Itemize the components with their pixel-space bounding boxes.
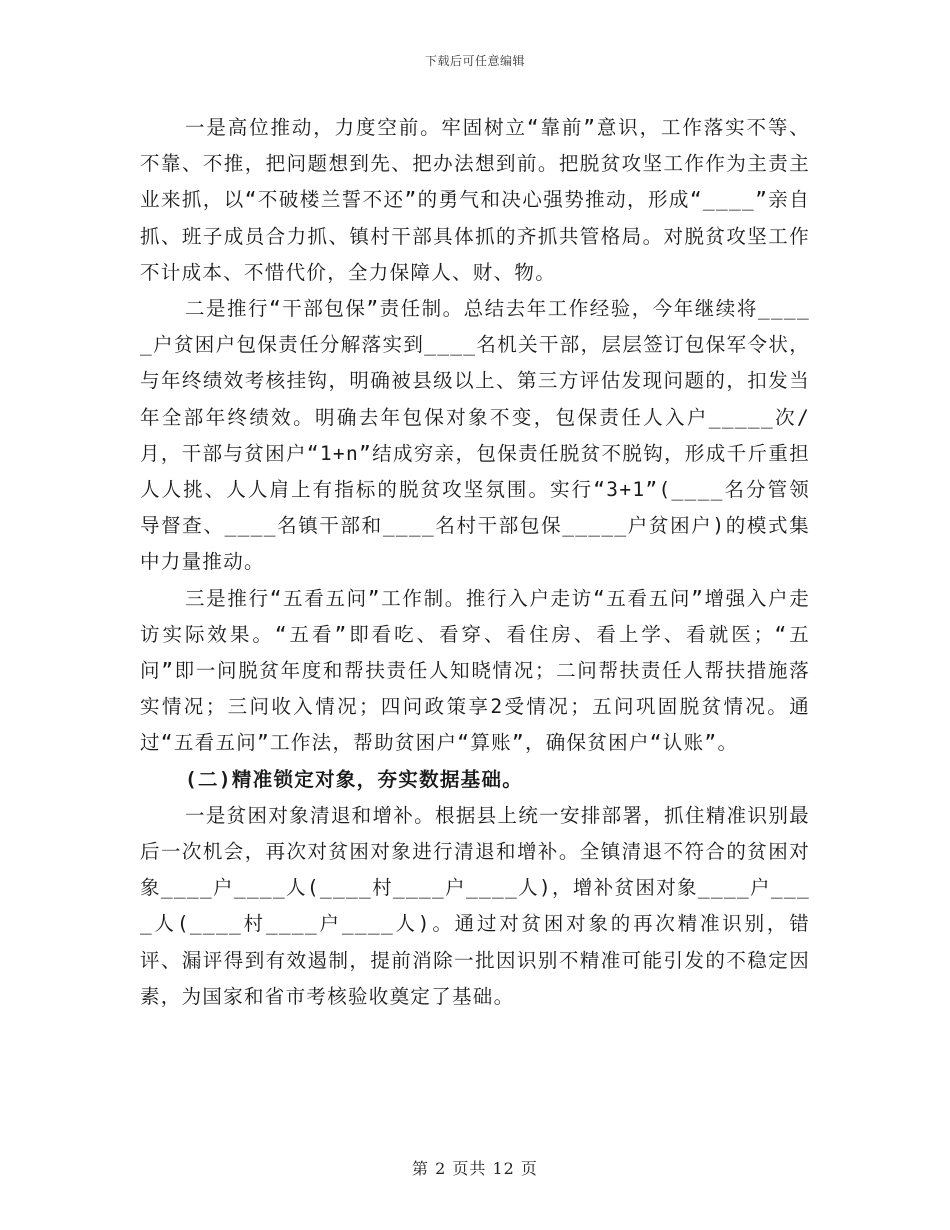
page-header: 下载后可任意编辑	[424, 54, 525, 68]
paragraph-target-adjustment: 一是贫困对象清退和增补。根据县上统一安排部署，抓住精准识别最后一次机会，再次对贫困对象进行清退和增补。全镇清退不符合的贫困对象____户____人(____村____户____人)，增补贫困对象____户____人(____村____户____人)。通过对贫困对象的再次精准识别，错评、漏评得到有效遏制，提前消除一批因识别不精准可能引发的不稳定因素，为国家和省市考核验收奠定了基础。	[140, 803, 811, 1008]
section-heading-precise-targeting: (二)精准锁定对象，夯实数据基础。	[185, 767, 524, 791]
paragraph-five-looks-five-asks: 三是推行“五看五问”工作制。推行入户走访“五看五问”增强入户走访实际效果。“五看”即看吃、看穿、看住房、看上学、看就医；“五问”即一问脱贫年度和帮扶责任人知晓情况；二问帮扶责任人帮扶措施落实情况；三问收入情况；四问政策享2受情况；五问巩固脱贫情况。通过“五看五问”工作法，帮助贫困户“算账”，确保贫困户“认账”。	[140, 586, 810, 755]
paragraph-cadre-responsibility: 二是推行“干部包保”责任制。总结去年工作经验，今年继续将_____户贫困户包保责任分解落实到____名机关干部，层层签订包保军令状，与年终绩效考核挂钩，明确被县级以上、第三方评估发现问题的，扣发当年全部年终绩效。明确去年包保对象不变，包保责任人入户_____次/月，干部与贫困户“1+n”结成穷亲，包保责任脱贫不脱钩，形成千斤重担人人挑、人人肩上有指标的脱贫攻坚氛围。实行“3+1”(____名分管领导督查、____名镇干部和____名村干部包保_____户贫困户)的模式集中力量推动。	[140, 297, 810, 574]
paragraph-high-level-push: 一是高位推动，力度空前。牢固树立“靠前”意识，工作落实不等、不靠、不推，把问题想到先、把办法想到前。把脱贫攻坚工作作为主责主业来抓，以“不破楼兰誓不还”的勇气和决心强势推动，形成“____”亲自抓、班子成员合力抓、镇村干部具体抓的齐抓共管格局。对脱贫攻坚工作不计成本、不惜代价，全力保障人、财、物。	[140, 116, 810, 284]
document-body	[140, 110, 810, 1015]
page-number-footer: 第 2 页共 12 页	[412, 1159, 538, 1178]
